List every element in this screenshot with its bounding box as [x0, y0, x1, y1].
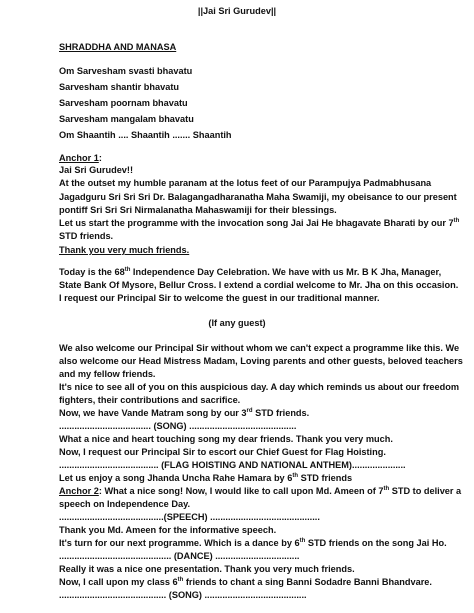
- mantra-line: Sarvesham poornam bhavatu: [59, 98, 188, 108]
- vande-sup: rd: [246, 407, 253, 414]
- thanks-line: Thank you very much friends.: [59, 245, 190, 255]
- dance-intro-sup: th: [299, 537, 306, 544]
- independence-line-2: State Bank Of Mysore, Bellur Cross. I extend a cordial welcome to Mr. Jha on this occasion.: [59, 280, 459, 290]
- jhanda-text: Let us enjoy a song Jhanda Uncha Rahe Hamara by 6: [59, 473, 293, 483]
- welcome-line: We also welcome our Principal Sir without whom we can't expect a programme like this. We: [59, 343, 460, 353]
- chant-line: [59, 577, 432, 588]
- invocation-sup: th: [453, 217, 460, 224]
- invocation-text: Let us start the programme with the invocation song Jai Jai He bhagavate Bharati by our 7: [59, 218, 454, 228]
- invocation-line: [59, 218, 459, 229]
- independence-text: Today is the 68: [59, 267, 125, 277]
- welcome-line: also welcome our Head Mistress Madam, Loving parents and other guests, beloved teachers: [59, 356, 463, 366]
- nice-presentation-line: Really it was a nice one presentation. Thank you very much friends.: [59, 564, 355, 574]
- vande-text: Now, we have Vande Matram song by our 3: [59, 408, 247, 418]
- anchor2-label: Anchor 2: [59, 486, 99, 496]
- mantra-line: Om Shaantih .... Shaantih ....... Shaantih: [59, 130, 232, 140]
- dance-intro-text-2: STD friends on the song Jai Ho.: [305, 538, 447, 548]
- mantra-line: Om Sarvesham svasti bhavatu: [59, 66, 193, 76]
- song-line: .................................... (SONG) ..........................................: [59, 421, 297, 431]
- anchor2-sup: th: [383, 485, 390, 492]
- document-header: ||Jai Sri Gurudev||: [197, 6, 277, 16]
- anchor2-text: : What a nice song! Now, I would like to call upon Md. Ameen of 7: [98, 486, 384, 496]
- independence-sup: th: [124, 266, 131, 273]
- welcome-line: It's nice to see all of you on this auspicious day. A day which reminds us about our freedom: [59, 382, 460, 392]
- anchor1-heading: [59, 153, 102, 164]
- mantra-line: Sarvesham mangalam bhavatu: [59, 114, 194, 124]
- thank-ameen-line: Thank you Md. Ameen for the informative speech.: [59, 525, 277, 535]
- intro-line: pontiff Sri Sri Sri Nirmalanatha Mahaswamiji for their blessings.: [59, 205, 337, 215]
- speech-intro-line: speech on Independence Day.: [59, 499, 191, 509]
- chant-text-2: friends to chant a sing Banni Sodadre Banni Bhandvare.: [183, 577, 432, 587]
- anchor1-label: Anchor 1: [59, 153, 99, 163]
- anchor1-colon: :: [98, 153, 102, 163]
- jhanda-text-2: STD friends: [298, 473, 353, 483]
- dance-intro-text: It's turn for our next programme. Which is a dance by 6: [59, 538, 300, 548]
- anchor2-line: [59, 486, 461, 497]
- speech-line: .........................................(SPEECH) ...........................................: [59, 512, 320, 522]
- section-title: SHRADDHA AND MANASA: [59, 42, 177, 52]
- chief-guest-line: Now, I request our Principal Sir to escort our Chief Guest for Flag Hoisting.: [59, 447, 386, 457]
- independence-line: [59, 267, 441, 278]
- if-any-guest: (If any guest): [208, 318, 266, 328]
- chant-text: Now, I call upon my class 6: [59, 577, 178, 587]
- independence-text-2: Independence Day Celebration. We have with us Mr. B K Jha, Manager,: [130, 267, 442, 277]
- independence-line-3: I request our Principal Sir to welcome the guest in our traditional manner.: [59, 293, 380, 303]
- nice-song-line: What a nice and heart touching song my dear friends. Thank you very much.: [59, 434, 393, 444]
- jhanda-sup: th: [292, 472, 299, 479]
- welcome-line: and my fellow friends.: [59, 369, 156, 379]
- greeting: Jai Sri Gurudev!!: [59, 165, 134, 175]
- dance-line: ............................................ (DANCE) .................................: [59, 551, 300, 561]
- anchor2-text-2: STD to deliver a: [389, 486, 462, 496]
- vande-line: [59, 408, 309, 419]
- welcome-line: fighters, their contributions and sacrifice.: [59, 395, 241, 405]
- intro-line: Jagadguru Sri Sri Sri Dr. Balagangadharanatha Maha Swamiji, my obeisance to our present: [59, 192, 457, 202]
- mantra-line: Sarvesham shantir bhavatu: [59, 82, 179, 92]
- song-line-2: .......................................... (SONG) ........................................: [59, 590, 307, 600]
- invocation-line-2: STD friends.: [59, 231, 114, 241]
- flag-line: ....................................... (FLAG HOISTING AND NATIONAL ANTHEM).....................: [59, 460, 406, 470]
- intro-line: At the outset my humble paranam at the lotus feet of our Parampujya Padmabhusana: [59, 178, 432, 188]
- jhanda-line: [59, 473, 352, 484]
- vande-text-2: STD friends.: [252, 408, 310, 418]
- chant-sup: th: [177, 576, 184, 583]
- dance-intro-line: [59, 538, 447, 549]
